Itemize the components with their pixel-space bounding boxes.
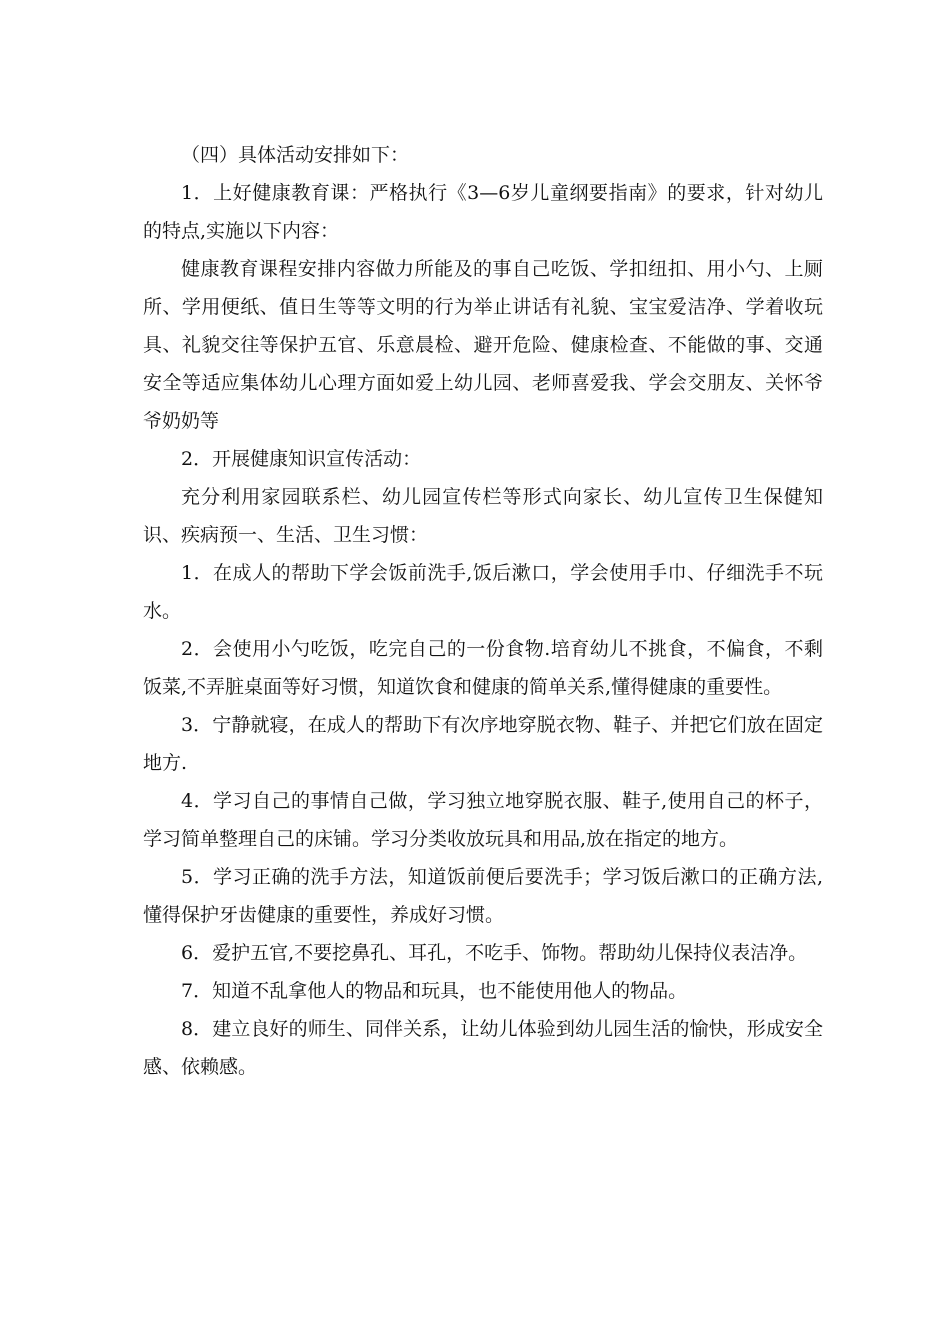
list-item-6: 6．爱护五官,不要挖鼻孔、耳孔，不吃手、饰物。帮助幼儿保持仪表洁净。 — [181, 942, 808, 964]
list-item-1: 1．在成人的帮助下学会饭前洗手,饭后漱口，学会使用手巾、仔细洗手不玩水。 — [143, 562, 823, 622]
list-item-2: 2．会使用小勺吃饭，吃完自己的一份食物.培育幼儿不挑食，不偏食，不剩饭菜,不弄脏桌面等好习惯，知道饮食和健康的简单关系,懂得健康的重要性。 — [143, 638, 823, 698]
list-item-3: 3．宁静就寝，在成人的帮助下有次序地穿脱衣物、鞋子、并把它们放在固定地方. — [143, 714, 823, 774]
paragraph-item-2: 2．开展健康知识宣传活动： — [181, 448, 422, 470]
list-item-5: 5．学习正确的洗手方法，知道饭前便后要洗手；学习饭后漱口的正确方法,懂得保护牙齿健康的重要性，养成好习惯。 — [143, 866, 823, 926]
list-item-4: 4．学习自己的事情自己做，学习独立地穿脱衣服、鞋子,使用自己的杯子，学习简单整理自己的床铺。学习分类收放玩具和用品,放在指定的地方。 — [143, 790, 823, 850]
list-item-8: 8．建立良好的师生、同伴关系，让幼儿体验到幼儿园生活的愉快，形成安全感、依赖感。 — [143, 1018, 823, 1078]
list-item-7: 7．知道不乱拿他人的物品和玩具，也不能使用他人的物品。 — [181, 980, 688, 1002]
section-heading: （四）具体活动安排如下： — [181, 144, 410, 166]
paragraph-item-1: 1．上好健康教育课：严格执行《3—6岁儿童纲要指南》的要求，针对幼儿的特点,实施以下内容： — [143, 182, 823, 242]
document-body — [143, 136, 823, 1086]
paragraph-publicity: 充分利用家园联系栏、幼儿园宣传栏等形式向家长、幼儿宣传卫生保健知识、疾病预一、生活、卫生习惯： — [143, 486, 823, 546]
paragraph-curriculum: 健康教育课程安排内容做力所能及的事自己吃饭、学扣纽扣、用小勺、上厕所、学用便纸、值日生等等文明的行为举止讲话有礼貌、宝宝爱洁净、学着收玩具、礼貌交往等保护五官、乐意晨检、避开危险、健康检查、不能做的事、交通安全等适应集体幼儿心理方面如爱上幼儿园、老师喜爱我、学会交朋友、关怀爷爷奶奶等 — [143, 258, 823, 432]
